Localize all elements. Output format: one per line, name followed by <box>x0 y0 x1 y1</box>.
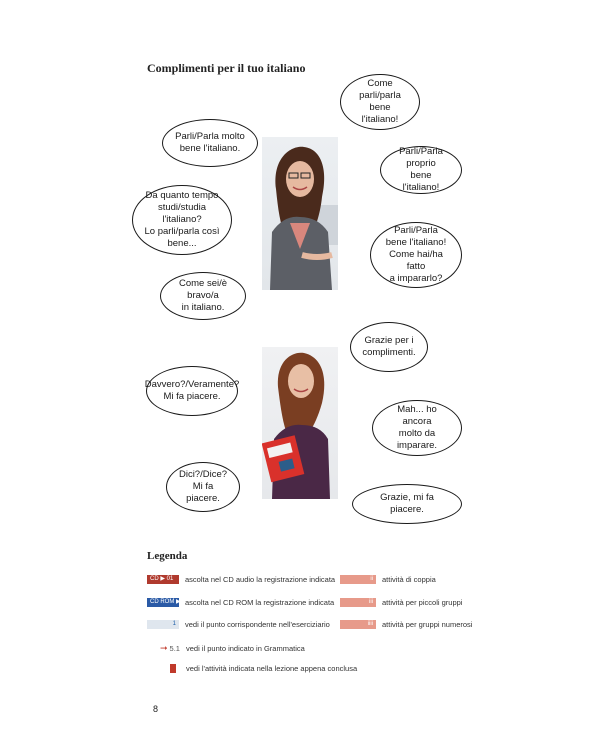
speech-bubble: Mah... ho ancora molto da imparare. <box>372 400 462 456</box>
speech-bubble: Parli/Parla bene l'italiano! Come hai/ha fatto a impararlo? <box>370 222 462 288</box>
legend-item-exercise <box>147 620 330 629</box>
arrow-right-icon: ➞ <box>160 643 168 653</box>
page-number: 8 <box>153 704 159 714</box>
legend-item-rom <box>147 598 334 607</box>
pair-activity-icon: ii <box>340 575 376 584</box>
legend-grammar-text: vedi il punto indicato in Grammatica <box>185 644 305 653</box>
woman-illustration-bottom <box>262 347 338 499</box>
legend-rom-text: ascolta nel CD ROM la registrazione indicata <box>185 598 335 607</box>
legend-lesson-text: vedi l'attività indicata nella lezione appena conclusa <box>186 664 358 673</box>
small-group-icon: iii <box>340 598 376 607</box>
woman-photo-top <box>262 137 338 290</box>
section-title: Complimenti per il tuo italiano <box>147 61 306 75</box>
book-mark-icon <box>170 664 176 673</box>
woman-illustration-top <box>262 137 338 290</box>
woman-photo-bottom <box>262 347 338 499</box>
legend-small-text: attività per piccoli gruppi <box>382 598 463 607</box>
legend-item-pair <box>340 575 436 584</box>
large-group-icon: iiii <box>340 620 376 629</box>
speech-bubble: Dici?/Dice? Mi fa piacere. <box>166 462 240 512</box>
legend-title: Legenda <box>147 550 188 562</box>
legend-item-grammar <box>160 643 305 654</box>
legend-item-small-group <box>340 598 462 607</box>
speech-bubble: Davvero?/Veramente? Mi fa piacere. <box>146 366 238 416</box>
speech-bubble: Come parli/parla bene l'italiano! <box>340 74 420 130</box>
cd-audio-icon: CD ▶ 01 <box>147 575 179 584</box>
speech-bubble: Come sei/è bravo/a in italiano. <box>160 272 246 320</box>
cd-rom-icon: CD ROM ▶ 01 <box>147 598 179 607</box>
speech-bubble: Da quanto tempo studi/studia l'italiano? Lo parli/parla così bene... <box>132 185 232 255</box>
legend-large-text: attività per gruppi numerosi <box>382 620 473 629</box>
legend-item-lesson <box>170 664 357 673</box>
exercise-book-icon: 1 <box>147 620 179 629</box>
legend-pair-text: attività di coppia <box>382 575 436 584</box>
speech-bubble: Grazie, mi fa piacere. <box>352 484 462 524</box>
speech-bubble: Parli/Parla molto bene l'italiano. <box>162 119 258 167</box>
legend-cd-text: ascolta nel CD audio la registrazione indicata <box>185 575 336 584</box>
grammar-ref: 5.1 <box>169 644 180 653</box>
speech-bubble: Parli/Parla proprio bene l'italiano! <box>380 146 462 194</box>
legend-item-cd <box>147 575 335 584</box>
legend-item-large-group <box>340 620 472 629</box>
legend-exercise-text: vedi il punto corrispondente nell'eserciziario <box>185 620 330 629</box>
speech-bubble: Grazie per i complimenti. <box>350 322 428 372</box>
